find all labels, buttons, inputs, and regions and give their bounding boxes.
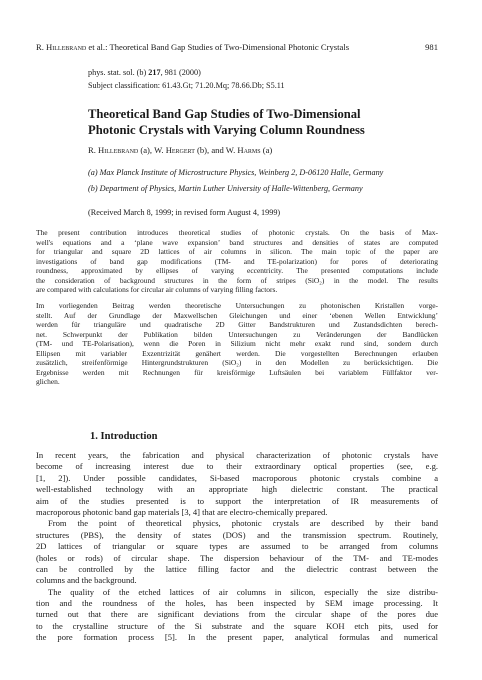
author-1-name: Hillebrand [98, 145, 139, 155]
introduction-body [36, 450, 438, 644]
abstract-english [36, 228, 438, 295]
citation-suffix: , 981 (2000) [160, 68, 201, 77]
abstract-de-line: Ellipsen mit variabler Exzentrizität genähert werden. Die vorgestellten Berechnungen erlauben [36, 348, 438, 358]
body-line: the pore formation process [5]. In the present paper, analytical formulas and numerical [36, 632, 438, 643]
abstract-en-line: well's equations and a ‘plane wave expansion’ band structures and densities of states are computed [36, 237, 438, 247]
author-2-initial: W. [154, 145, 166, 155]
running-head [36, 41, 438, 53]
body-line: can be controlled by the lattice filling factor and the dielectric contrast between the [36, 563, 438, 574]
citation-volume: 217 [148, 68, 161, 77]
journal-info [88, 66, 285, 92]
body-line: tion and the roundness of the holes, has been inspected by SEM image processing. It [36, 598, 438, 609]
running-head-author: R. Hillebrand [36, 42, 87, 52]
citation [88, 66, 285, 79]
running-head-text: et al.: Theoretical Band Gap Studies of Two-Dimensional Photonic Crystals [86, 42, 350, 52]
received-dates: (Received March 8, 1999; in revised form August 4, 1999) [88, 208, 281, 217]
running-head-title [36, 41, 349, 53]
body-line: (holes or rods) of circular shape. The dispersion behaviour of the TM- and TE-modes [36, 552, 438, 563]
section-heading-introduction: 1. Introduction [90, 431, 158, 442]
abstract-en-line: the consideration of background structures in the form of stripes (SiO₂) in the model. The results [36, 275, 438, 285]
abstract-german [36, 301, 438, 387]
body-line: to the crystalline structure of the Si substrate and the square KOH etch pits, used for [36, 620, 438, 631]
body-line: macroporous photonic band gap materials [3, 4] that are electro-chemically prepared. [36, 506, 328, 517]
subject-classification: Subject classification: 61.43.Gt; 71.20.Mq; 78.66.Db; S5.11 [88, 81, 285, 90]
affiliation-a: (a) Max Planck Institute of Microstructure Physics, Weinberg 2, D-06120 Halle, Germany [88, 168, 384, 177]
body-line: structures (PBS), the density of states (DOS) and the transmission spectrum. Routinely, [36, 529, 438, 540]
author-list [88, 144, 272, 156]
abstract-de-line: stellt. Auf der Grundlage der Maxwellschen Gleichungen und einer ‘ebenen Wellen Entwicklung’ [36, 310, 438, 320]
abstract-en-line: roundness, approximated by ellipses of varying eccentricity. The presented computations include [36, 266, 438, 275]
abstract-de-line: Im vorliegenden Beitrag werden theoretische Untersuchungen zu photonischen Kristallen vorge- [36, 301, 438, 310]
abstract-de-line: (TM- und TE-Polarisation), wenn die Poren in Silizium nicht mehr exakt rund sind, sondern durch [36, 339, 438, 348]
author-3-affil: (a) [260, 145, 273, 155]
body-line: The quality of the etched lattices of air columns in silicon, especially the size distribu- [48, 586, 438, 597]
author-2-name: Hergert [165, 145, 195, 155]
abstract-en-line: for triangular and square 2D lattices of air columns in silicon. The main topic of the paper are [36, 247, 438, 256]
author-3-initial: W. [225, 145, 238, 155]
abstract-de-line: werden für trianguläre und quadratische 2D Gitter Bandstrukturen und Zustandsdichten berech- [36, 320, 438, 329]
abstract-en-line: are compared with calculations for circular air columns of varying filling factors. [36, 285, 278, 294]
title-line-1: Theoretical Band Gap Studies of Two-Dimensional [88, 107, 361, 121]
abstract-de-line: zusätzlich, streifenförmige Hintergrundstrukturen (SiO₂) in den Modellen zu berücksichtigen. Die [36, 358, 438, 367]
abstract-de-line: glichen. [36, 377, 60, 386]
author-3-name: Harms [237, 145, 261, 155]
abstract-de-line: net. Schwerpunkt der Publikation bilden Untersuchungen zu Veränderungen der Bandlücken [36, 329, 438, 339]
abstract-de-line: Ergebnisse werden mit Rechnungen für kreisförmige Luftsäulen bei variablem Füllfaktor ver- [36, 367, 438, 377]
abstract-en-line: investigations of band gap modifications (TM- and TE-polarization) for pores of deteriorating [36, 256, 438, 266]
affiliation-b: (b) Department of Physics, Martin Luther University of Halle-Wittenberg, Germany [88, 184, 363, 193]
abstract-en-line: The present contribution introduces theoretical studies of photonic crystals. On the basis of Max- [36, 228, 438, 237]
author-1-affil: (a), [138, 145, 155, 155]
body-line: In recent years, the fabrication and physical characterization of photonic crystals have [36, 450, 438, 460]
title-line-2: Photonic Crystals with Varying Column Roundness [88, 123, 365, 137]
author-1-initial: R. [88, 145, 99, 155]
body-line: become of increasing interest due to their extraordinary optical properties (see, e.g. [36, 461, 438, 472]
page-number: 981 [425, 42, 438, 52]
paper-title [88, 106, 418, 138]
body-line: 2D lattices of triangular or square types are assumed to be arranged from columns [36, 541, 438, 552]
body-line: well-established technology with an appropriate high dielectric constant. The practical [36, 484, 438, 495]
body-line: aim of the studies presented is to support the interpretation of IR measurements of [36, 495, 438, 506]
body-line: turned out that there are significant deviations from the circular shape of the pores due [36, 609, 438, 620]
body-line: From the point of theoretical physics, photonic crystals are described by their band [48, 518, 438, 529]
body-line: columns and the background. [36, 575, 137, 586]
author-2-affil: (b), and [194, 145, 226, 155]
body-line: [1, 2]). Under possible candidates, Si-based macroporous photonic crystals combine a [36, 472, 438, 483]
citation-prefix: phys. stat. sol. (b) [88, 68, 149, 77]
